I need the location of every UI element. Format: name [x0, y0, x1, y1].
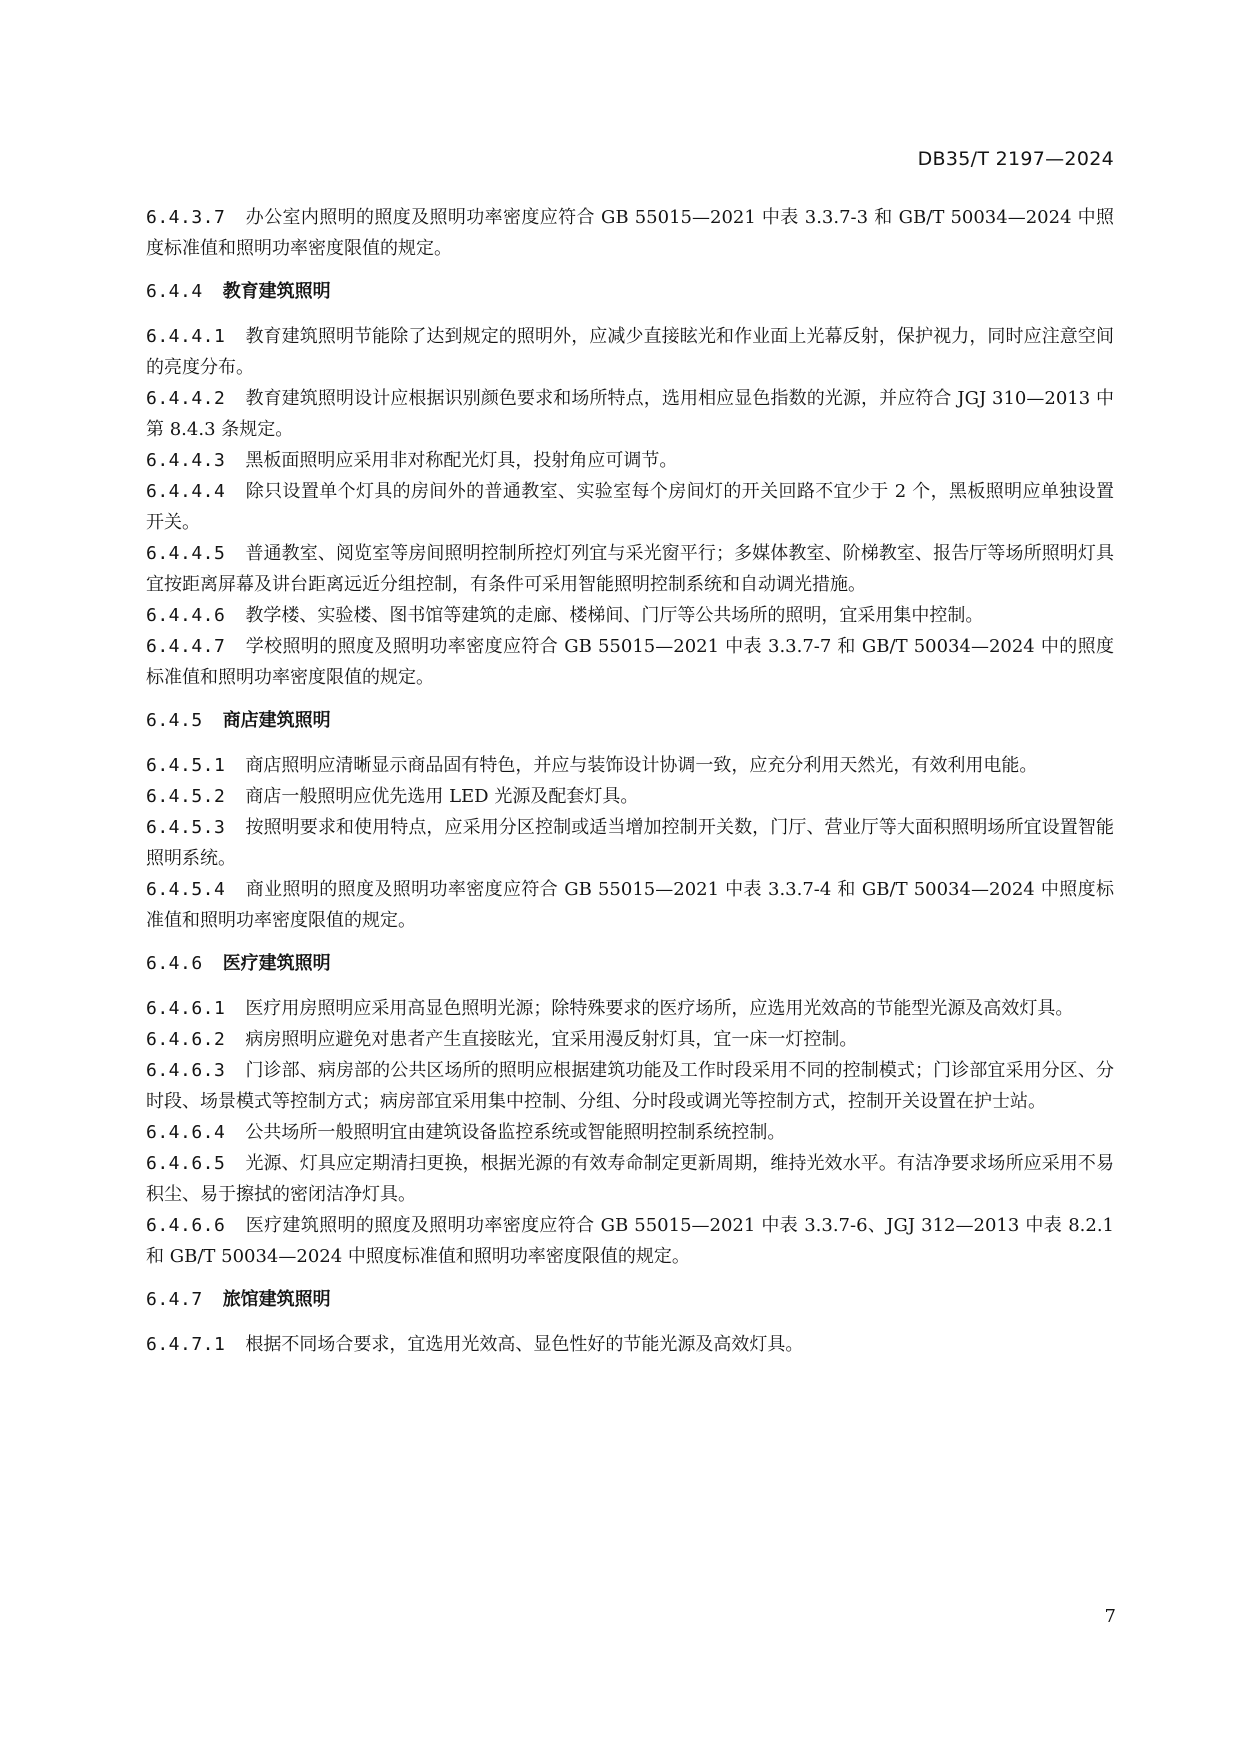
clause-paragraph [146, 1148, 1114, 1210]
clause-number: 6.4.6.5 [146, 1153, 226, 1174]
clause-text: 教育建筑照明设计应根据识别颜色要求和场所特点，选用相应显色指数的光源，并应符合 JGJ 310—2013 中第 8.4.3 条规定。 [146, 388, 1114, 440]
clause-paragraph [146, 993, 1114, 1024]
clause-paragraph [146, 781, 1114, 812]
heading-text: 教育建筑照明 [222, 281, 331, 302]
clause-number: 6.4.6.3 [146, 1060, 226, 1081]
clause-number: 6.4.7 [146, 1289, 203, 1310]
clause-text: 医疗建筑照明的照度及照明功率密度应符合 GB 55015—2021 中表 3.3.7-6、JGJ 312—2013 中表 8.2.1 和 GB/T 50034—2024 中照度标准值和照明功率密度限值的规定。 [146, 1215, 1114, 1267]
clause-text: 公共场所一般照明宜由建筑设备监控系统或智能照明控制系统控制。 [245, 1122, 786, 1143]
clause-paragraph [146, 631, 1114, 693]
clause-number: 6.4.4.4 [146, 481, 226, 502]
heading-text: 医疗建筑照明 [222, 953, 331, 974]
clause-number: 6.4.4.5 [146, 543, 226, 564]
clause-text: 除只设置单个灯具的房间外的普通教室、实验室每个房间灯的开关回路不宜少于 2 个，黑板照明应单独设置开关。 [146, 481, 1114, 533]
clause-paragraph [146, 750, 1114, 781]
heading-text: 旅馆建筑照明 [222, 1289, 331, 1310]
clause-text: 病房照明应避免对患者产生直接眩光，宜采用漫反射灯具，宜一床一灯控制。 [245, 1029, 858, 1050]
clause-text: 医疗用房照明应采用高显色照明光源；除特殊要求的医疗场所，应选用光效高的节能型光源及高效灯具。 [245, 998, 1074, 1019]
clause-number: 6.4.5.4 [146, 879, 226, 900]
clause-paragraph [146, 321, 1114, 383]
clause-number: 6.4.4.3 [146, 450, 226, 471]
clause-number: 6.4.3.7 [146, 207, 226, 228]
clause-number: 6.4.4 [146, 281, 203, 302]
clause-paragraph [146, 1329, 1114, 1360]
clause-paragraph [146, 445, 1114, 476]
clause-text: 商店照明应清晰显示商品固有特色，并应与装饰设计协调一致，应充分利用天然光，有效利用电能。 [245, 755, 1038, 776]
clause-number: 6.4.6.6 [146, 1215, 226, 1236]
clause-text: 教育建筑照明节能除了达到规定的照明外，应减少直接眩光和作业面上光幕反射，保护视力，同时应注意空间的亮度分布。 [146, 326, 1114, 378]
clause-text: 办公室内照明的照度及照明功率密度应符合 GB 55015—2021 中表 3.3.7-3 和 GB/T 50034—2024 中照度标准值和照明功率密度限值的规定。 [146, 207, 1114, 259]
clause-text: 教学楼、实验楼、图书馆等建筑的走廊、楼梯间、门厅等公共场所的照明，宜采用集中控制。 [245, 605, 984, 626]
section-heading [146, 276, 1114, 307]
heading-text: 商店建筑照明 [222, 710, 331, 731]
clause-number: 6.4.4.6 [146, 605, 226, 626]
clause-number: 6.4.6.1 [146, 998, 226, 1019]
clause-paragraph [146, 1024, 1114, 1055]
clause-number: 6.4.5.2 [146, 786, 226, 807]
clause-paragraph [146, 1210, 1114, 1272]
clause-paragraph [146, 383, 1114, 445]
clause-text: 商业照明的照度及照明功率密度应符合 GB 55015—2021 中表 3.3.7-4 和 GB/T 50034—2024 中照度标准值和照明功率密度限值的规定。 [146, 879, 1114, 931]
clause-paragraph [146, 1055, 1114, 1117]
clause-text: 商店一般照明应优先选用 LED 光源及配套灯具。 [245, 786, 639, 807]
clause-number: 6.4.6.2 [146, 1029, 226, 1050]
document-body [146, 202, 1114, 1360]
clause-number: 6.4.5.3 [146, 817, 226, 838]
clause-number: 6.4.4.7 [146, 636, 226, 657]
clause-paragraph [146, 600, 1114, 631]
clause-number: 6.4.4.2 [146, 388, 226, 409]
clause-paragraph [146, 874, 1114, 936]
clause-text: 按照明要求和使用特点，应采用分区控制或适当增加控制开关数，门厅、营业厅等大面积照明场所宜设置智能照明系统。 [146, 817, 1114, 869]
clause-paragraph [146, 202, 1114, 264]
clause-paragraph [146, 812, 1114, 874]
clause-number: 6.4.5 [146, 710, 203, 731]
clause-text: 学校照明的照度及照明功率密度应符合 GB 55015—2021 中表 3.3.7-7 和 GB/T 50034—2024 中的照度标准值和照明功率密度限值的规定。 [146, 636, 1114, 688]
clause-number: 6.4.7.1 [146, 1334, 226, 1355]
clause-paragraph [146, 538, 1114, 600]
section-heading [146, 948, 1114, 979]
document-code: DB35/T 2197—2024 [917, 148, 1114, 170]
clause-text: 根据不同场合要求，宜选用光效高、显色性好的节能光源及高效灯具。 [245, 1334, 804, 1355]
section-heading [146, 705, 1114, 736]
clause-number: 6.4.6.4 [146, 1122, 226, 1143]
clause-paragraph [146, 476, 1114, 538]
clause-number: 6.4.4.1 [146, 326, 226, 347]
clause-number: 6.4.6 [146, 953, 203, 974]
clause-text: 门诊部、病房部的公共区场所的照明应根据建筑功能及工作时段采用不同的控制模式；门诊部宜采用分区、分时段、场景模式等控制方式；病房部宜采用集中控制、分组、分时段或调光等控制方式，控制开关设置在护士站。 [146, 1060, 1114, 1112]
section-heading [146, 1284, 1114, 1315]
clause-number: 6.4.5.1 [146, 755, 226, 776]
clause-paragraph [146, 1117, 1114, 1148]
clause-text: 黑板面照明应采用非对称配光灯具，投射角应可调节。 [245, 450, 678, 471]
page-number: 7 [1104, 1606, 1116, 1627]
clause-text: 普通教室、阅览室等房间照明控制所控灯列宜与采光窗平行；多媒体教室、阶梯教室、报告厅等场所照明灯具宜按距离屏幕及讲台距离远近分组控制，有条件可采用智能照明控制系统和自动调光措施。 [146, 543, 1114, 595]
clause-text: 光源、灯具应定期清扫更换，根据光源的有效寿命制定更新周期，维持光效水平。有洁净要求场所应采用不易积尘、易于擦拭的密闭洁净灯具。 [146, 1153, 1114, 1205]
